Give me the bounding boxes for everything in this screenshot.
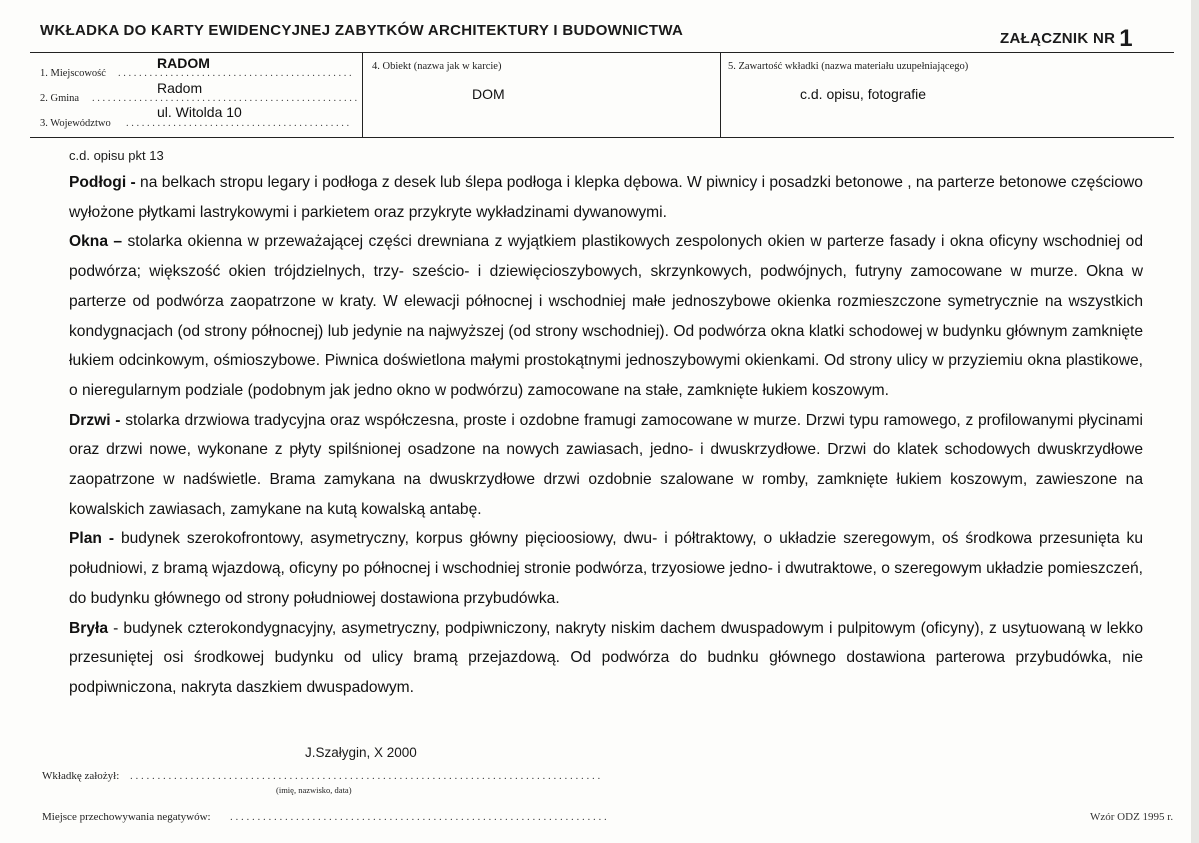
annex-label [1000, 22, 1133, 50]
gmina-label: 2. Gmina [40, 93, 80, 104]
section-heading: Plan - [69, 530, 115, 548]
section-heading: Podłogi - [69, 174, 136, 191]
description-body [69, 168, 1143, 703]
miejscowosc-label: 1. Miejscowość [40, 68, 106, 79]
founded-label: Wkładkę założył: [42, 770, 120, 782]
section-heading: Bryła [69, 619, 109, 637]
header-bottom-rule [30, 137, 1174, 138]
section-heading: Okna – [69, 233, 123, 251]
obiekt-label: 4. Obiekt (nazwa jak w karcie) [372, 61, 502, 72]
gmina-value: Radom [157, 80, 203, 96]
zawartosc-value: c.d. opisu, fotografie [800, 86, 927, 102]
annex-text: ZAŁĄCZNIK NR [1000, 30, 1116, 47]
header-top-rule [30, 52, 1174, 53]
section-okna [69, 227, 1143, 405]
negatives-label: Miejsce przechowywania negatywów: [42, 811, 211, 823]
continuation-note: c.d. opisu pkt 13 [69, 148, 164, 163]
section-text: budynek szerokofrontowy, asymetryczny, korpus główny pięcioosiowy, dwu- i półtraktowy, o układzie szeregowym, oś środkowa przesunięta ku południowi, z bramą wjazdową, oficyny po północnej i wschodniej stronie podwórza, trzyosiowe jedno- i dwutraktowe, o szeregowym układzie pomieszczeń, do budynku głównego od strony południowej dostawiona przybudówka. [69, 530, 1143, 607]
section-bryla [69, 614, 1143, 703]
wojewodztwo-dots: . . . . . . . . . . . . . . . . . . . . . . . . . . . . . . . . . . . . . . . . . . . [126, 118, 350, 129]
section-podlogi [69, 168, 1143, 227]
author-signature: J.Szałygin, X 2000 [305, 745, 417, 760]
section-heading: Drzwi - [69, 411, 121, 429]
miejscowosc-value: RADOM [157, 55, 210, 71]
address-value: ul. Witolda 10 [157, 104, 242, 120]
section-text: stolarka okienna w przeważającej części drewniana z wyjątkiem plastikowych zespolonych okien w parterze fasady i okna oficyny wschodniej od podwórza; większość okien trójdzielnych, trzy- sześcio- i dziewięcioszybowych, skrzynkowych, podwójnych, futryny zamocowane w murze. Okna w parterze od podwórza zaopatrzone w kraty. W elewacji północnej i wschodniej małe jednoszybowe okienka rozmieszczone symetrycznie na wszystkich kondygnacjach (od strony północnej) lub jedynie na najwyższej (od strony wschodniej). Od podwórza okna klatki schodowej w budynku głównym zamknięte łukiem odcinkowym, ośmioszybowe. Piwnica doświetlona małymi prostokątnymi jednoszybowymi okienkami. Od strony ulicy w przyziemiu okna plastikowe, o nieregularnym podziale (podobnym jak jedno okno w podwórzu) zamocowane na stałe, zamknięte łukiem koszowym. [69, 233, 1143, 399]
annex-number: 1 [1119, 25, 1133, 52]
field-divider-2 [720, 52, 721, 138]
negatives-dots: . . . . . . . . . . . . . . . . . . . . . . . . . . . . . . . . . . . . . . . . . . . . . . . . . . . . . . . . . . . . . . . . . . . . . [230, 811, 607, 823]
section-text: - budynek czterokondygnacyjny, asymetryczny, podpiwniczony, nakryty niskim dachem dwuspadowym i pulpitowym (oficyny), z usytuowaną w lekko przesuniętej osi środkowej budynku od ulicy bramą przejazdową. Od podwórza do budnku głównego dostawiona parterowa przybudówka, nie podpiwniczona, nakryta daszkiem dwuspadowym. [69, 619, 1143, 696]
founded-hint: (imię, nazwisko, data) [276, 785, 352, 795]
gmina-dots: . . . . . . . . . . . . . . . . . . . . . . . . . . . . . . . . . . . . . . . . . . . . . . . . . . . [92, 93, 358, 104]
form-title: WKŁADKA DO KARTY EWIDENCYJNEJ ZABYTKÓW ARCHITEKTURY I BUDOWNICTWA [40, 22, 684, 39]
section-drzwi [69, 406, 1143, 525]
wojewodztwo-label: 3. Województwo [40, 118, 111, 129]
zawartosc-label: 5. Zawartość wkładki (nazwa materiału uzupełniającego) [728, 61, 969, 72]
section-text: na belkach stropu legary i podłoga z desek lub ślepa podłoga i klepka dębowa. W piwnicy i posadzki betonowe , na parterze betonowe częściowo wyłożone płytkami lastrykowymi i parkietem oraz przykryte wykładzinami dywanowymi. [69, 174, 1143, 221]
section-plan [69, 524, 1143, 613]
founded-dots: . . . . . . . . . . . . . . . . . . . . . . . . . . . . . . . . . . . . . . . . . . . . . . . . . . . . . . . . . . . . . . . . . . . . . . . . . . . . . . . . . . . . . . [130, 770, 601, 782]
field-divider-1 [362, 52, 363, 138]
obiekt-value: DOM [472, 86, 505, 102]
miejscowosc-dots: . . . . . . . . . . . . . . . . . . . . . . . . . . . . . . . . . . . . . . . . . . . . . [118, 68, 352, 79]
section-text: stolarka drzwiowa tradycyjna oraz współczesna, proste i ozdobne framugi zamocowane w murze. Drzwi typu ramowego, z profilowanymi płycinami oraz drzwi nowe, wykonane z płyty spilśnionej osadzone na nowych zawiasach, jedno- i dwuskrzydłowe. Drzwi do klatek schodowych dwuskrzydłowe zaopatrzone w nadświetle. Brama zamykana na dwuskrzydłowe drzwi ozdobnie szalowane w romby, zamknięte łukiem koszowym, zawieszone na kowalskich zawiasach, zamykane na kutą kowalską antabę. [69, 411, 1143, 518]
page-edge [1191, 0, 1199, 843]
form-template-id: Wzór ODZ 1995 r. [1090, 811, 1174, 823]
